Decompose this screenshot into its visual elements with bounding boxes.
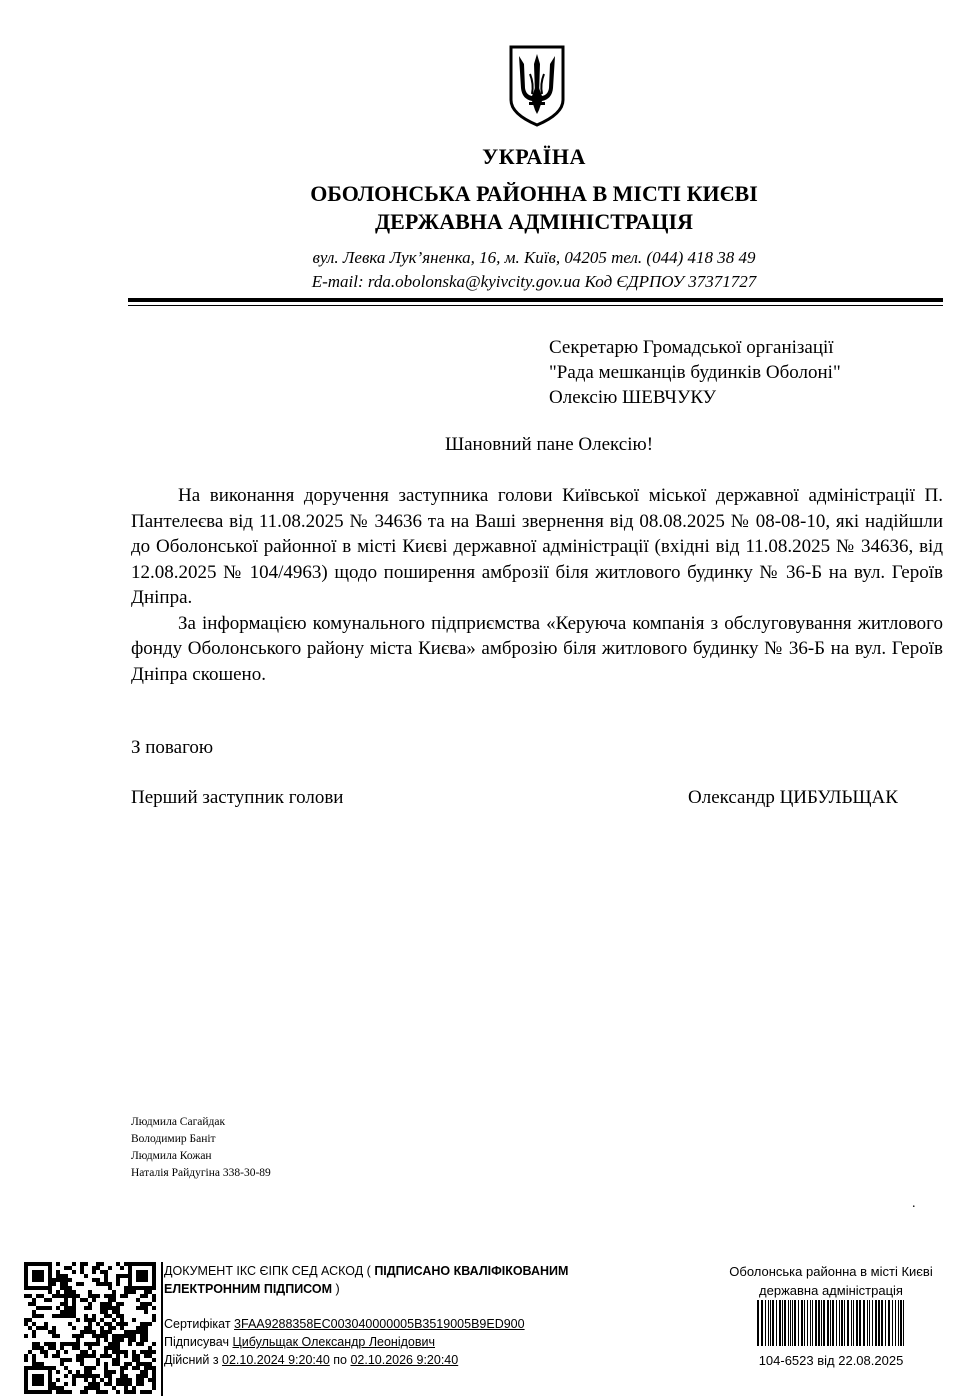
org-title-line2: ДЕРЖАВНА АДМІНІСТРАЦІЯ	[375, 209, 693, 234]
org-title-line1: ОБОЛОНСЬКА РАЙОННА В МІСТІ КИЄВІ	[310, 181, 758, 206]
executor-item: Володимир Баніт	[131, 1133, 216, 1145]
registration-number: 104-6523 від 22.08.2025	[758, 1353, 904, 1368]
trident-coat-of-arms-icon	[508, 44, 566, 128]
qr-code-icon	[24, 1262, 156, 1394]
addressee-name: Олексію ШЕВЧУКУ	[549, 387, 717, 408]
greeting: Шановний пане Олексію!	[444, 434, 654, 455]
signer-name: Олександр ЦИБУЛЬЩАК	[688, 787, 898, 808]
addressee-line2: "Рада мешканців будинків Оболоні"	[549, 362, 841, 383]
addressee-line1: Секретарю Громадської організації	[549, 337, 834, 358]
body-paragraph-1: На виконання доручення заступника голови Київської міської державної адміністрації П. Пантелеєва від 11.08.2025 № 34636 та на Ваші звернення від 08.08.2025 № 08-08-10, які надійшли до Оболонської районної в місті Києві державної адміністрації (вхідні від 11.08.2025 № 34636, від 12.08.2025 № 104/4963) щодо поширення амброзії біля житлового будинку № 36-Б на вул. Героїв Дніпра.	[131, 485, 943, 608]
stamp-doc-line1: ДОКУМЕНТ ІКС ЄІПК СЕД АСКОД ( ПІДПИСАНО КВАЛІФІКОВАНИМ	[164, 1264, 569, 1278]
trailing-mark: .	[912, 1196, 916, 1211]
executors-list	[131, 1114, 271, 1182]
registration-org: Оболонська районна в місті Києві державна адміністрація	[729, 1264, 933, 1298]
barcode-icon	[757, 1300, 907, 1346]
country-title: УКРАЇНА	[482, 144, 586, 169]
signature-stamp	[164, 1262, 568, 1369]
closing-regards: З повагою	[131, 737, 214, 758]
executor-item: Людмила Кожан	[131, 1150, 212, 1162]
letter-body	[131, 483, 943, 687]
stamp-signer: Підписувач Цибульщак Олександр Леонідович	[164, 1335, 435, 1349]
stamp-divider	[161, 1262, 163, 1396]
executor-item: Людмила Сагайдак	[131, 1116, 226, 1128]
body-paragraph-2: За інформацією комунального підприємства «Керуюча компанія з обслуговування житлового фонду Оболонського району міста Києва» амброзію біля житлового будинку № 36-Б на вул. Героїв Дніпра скошено.	[131, 612, 943, 685]
contacts-address: вул. Левка Лук’яненка, 16, м. Київ, 04205 тел. (044) 418 38 49	[312, 248, 756, 267]
stamp-certificate: Сертифікат 3FAA9288358EC003040000005B3519005B9ED900	[164, 1317, 525, 1331]
header-divider-thin	[128, 305, 943, 306]
contacts-email: E-mail: rda.obolonska@kyivcity.gov.ua Код ЄДРПОУ 37371727	[311, 272, 757, 291]
signer-position: Перший заступник голови	[131, 787, 344, 808]
stamp-validity: Дійсний з 02.10.2024 9:20:40 по 02.10.2026 9:20:40	[164, 1353, 459, 1367]
stamp-doc-line2: ЕЛЕКТРОННИМ ПІДПИСОМ )	[164, 1282, 340, 1296]
executor-item: Наталія Райдугіна 338-30-89	[131, 1167, 271, 1179]
header-divider-thick	[128, 298, 943, 302]
